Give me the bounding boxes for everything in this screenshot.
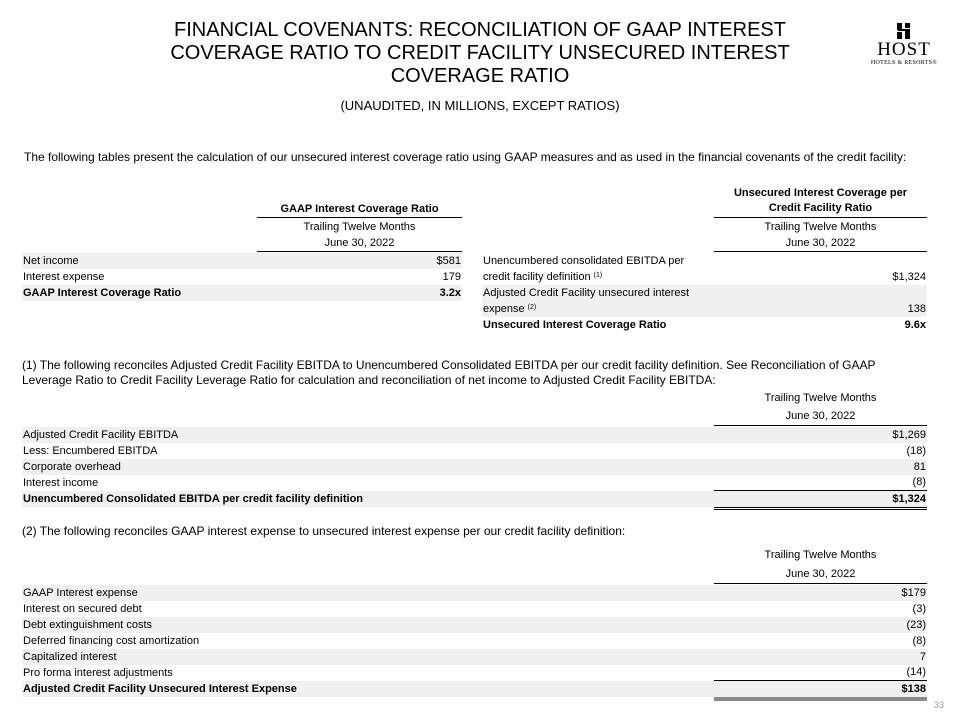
row-label: Unencumbered Consolidated EBITDA per credit facility definition (23, 493, 364, 505)
row-label: Adjusted Credit Facility Unsecured Interest Expense (23, 683, 297, 695)
footnote-ref: (2) (527, 304, 537, 311)
row-label: Unsecured Interest Coverage Ratio (483, 319, 667, 331)
row-value: 9.6x (904, 319, 926, 331)
gaap-period-date: June 30, 2022 (257, 235, 462, 252)
credit-title-line: Credit Facility Ratio (768, 202, 873, 214)
table-row (22, 269, 462, 285)
table-row (22, 585, 927, 601)
table-row (22, 665, 927, 681)
table-row (22, 681, 927, 697)
row-label: GAAP Interest expense (23, 587, 138, 599)
gaap-table-title: GAAP Interest Coverage Ratio (257, 201, 462, 218)
table-row (22, 459, 927, 475)
note1-period-label: Trailing Twelve Months (764, 392, 877, 404)
table-row (482, 253, 927, 285)
row-value: $138 (901, 683, 926, 695)
row-value: 3.2x (439, 287, 461, 299)
row-label (482, 253, 892, 285)
table-row (22, 443, 927, 459)
double-underline (714, 507, 927, 510)
table-row (22, 649, 927, 665)
title-line: COVERAGE RATIO (390, 65, 570, 87)
row-label: Adjusted Credit Facility EBITDA (23, 429, 179, 441)
page-number: 33 (933, 700, 944, 710)
table-row (22, 285, 462, 301)
row-value: (23) (906, 619, 926, 631)
footnote-2-table (22, 545, 927, 701)
row-value: (18) (906, 445, 926, 457)
gaap-coverage-table (22, 201, 462, 301)
title-line: COVERAGE RATIO TO CREDIT FACILITY UNSECURED INTEREST (170, 42, 790, 64)
row-label: Debt extinguishment costs (23, 619, 153, 631)
table-row (22, 617, 927, 633)
row-value: (8) (912, 635, 926, 647)
row-label: Capitalized interest (23, 651, 117, 663)
table-row (22, 491, 927, 507)
row-value: (14) (714, 664, 927, 681)
row-label: Interest expense (23, 271, 105, 283)
note1-period-date: June 30, 2022 (714, 407, 927, 426)
credit-title-line: Unsecured Interest Coverage per (733, 187, 907, 199)
table-row (22, 633, 927, 649)
footnote-1-text: (1) The following reconciles Adjusted Credit Facility EBITDA to Unencumbered Consolidated EBITDA per our credit facility definition. See Reconciliation of GAAP Leverage Ratio to Credit Facility Leverage Ratio for calculation and reconciliation of net income to Adjusted Credit Facility EBITDA: (22, 358, 876, 387)
row-label-line: credit facility definition (483, 271, 591, 283)
host-logo (866, 22, 942, 67)
row-value: $1,269 (892, 429, 926, 441)
row-value: (3) (912, 603, 926, 615)
row-value: 138 (907, 303, 926, 315)
credit-table-title (714, 186, 927, 218)
row-label-line: Adjusted Credit Facility unsecured interest (483, 287, 690, 299)
page-title (130, 19, 830, 88)
logo-tagline: HOTELS & RESORTS® (870, 60, 938, 66)
double-underline (714, 697, 927, 701)
host-emblem-icon (895, 22, 913, 40)
note2-period-date: June 30, 2022 (714, 565, 927, 584)
row-label: Deferred financing cost amortization (23, 635, 200, 647)
footnote-1-table (22, 389, 927, 510)
row-value: $581 (436, 255, 461, 267)
footnote-2-text: (2) The following reconciles GAAP interest expense to unsecured interest expense per our credit facility definition: (22, 524, 626, 538)
footnote-ref: (1) (593, 272, 603, 279)
page-subtitle: (UNAUDITED, IN MILLIONS, EXCEPT RATIOS) (340, 98, 620, 113)
row-label: GAAP Interest Coverage Ratio (23, 287, 182, 299)
row-label: Interest income (23, 477, 99, 489)
row-value: $1,324 (892, 271, 926, 283)
row-label: Corporate overhead (23, 461, 121, 473)
row-value: 81 (913, 461, 926, 473)
logo-wordmark: HOST (877, 39, 931, 60)
gaap-period-label: Trailing Twelve Months (303, 221, 416, 233)
table-row (22, 601, 927, 617)
row-value: 179 (442, 271, 461, 283)
credit-period-date: June 30, 2022 (714, 235, 927, 252)
table-row (22, 475, 927, 491)
credit-period-label: Trailing Twelve Months (764, 221, 877, 233)
row-label: Interest on secured debt (23, 603, 142, 615)
table-row (22, 427, 927, 443)
row-value: $179 (901, 587, 926, 599)
table-row (482, 317, 927, 333)
row-label (482, 285, 908, 317)
row-label: Net income (23, 255, 79, 267)
row-value: (8) (714, 474, 927, 491)
row-label-line: Unencumbered consolidated EBITDA per (483, 255, 685, 267)
table-row (482, 285, 927, 317)
title-line: FINANCIAL COVENANTS: RECONCILIATION OF GAAP INTEREST (174, 19, 786, 41)
row-value: 7 (919, 651, 926, 663)
intro-paragraph: The following tables present the calculation of our unsecured interest coverage ratio using GAAP measures and as used in the financial covenants of the credit facility: (24, 150, 907, 164)
table-row (22, 253, 462, 269)
row-label: Less: Encumbered EBITDA (23, 445, 158, 457)
row-label-line: expense (483, 303, 525, 315)
row-label: Pro forma interest adjustments (23, 667, 173, 679)
row-value: $1,324 (892, 493, 926, 505)
note2-period-label: Trailing Twelve Months (764, 549, 877, 561)
credit-coverage-table (482, 186, 927, 333)
